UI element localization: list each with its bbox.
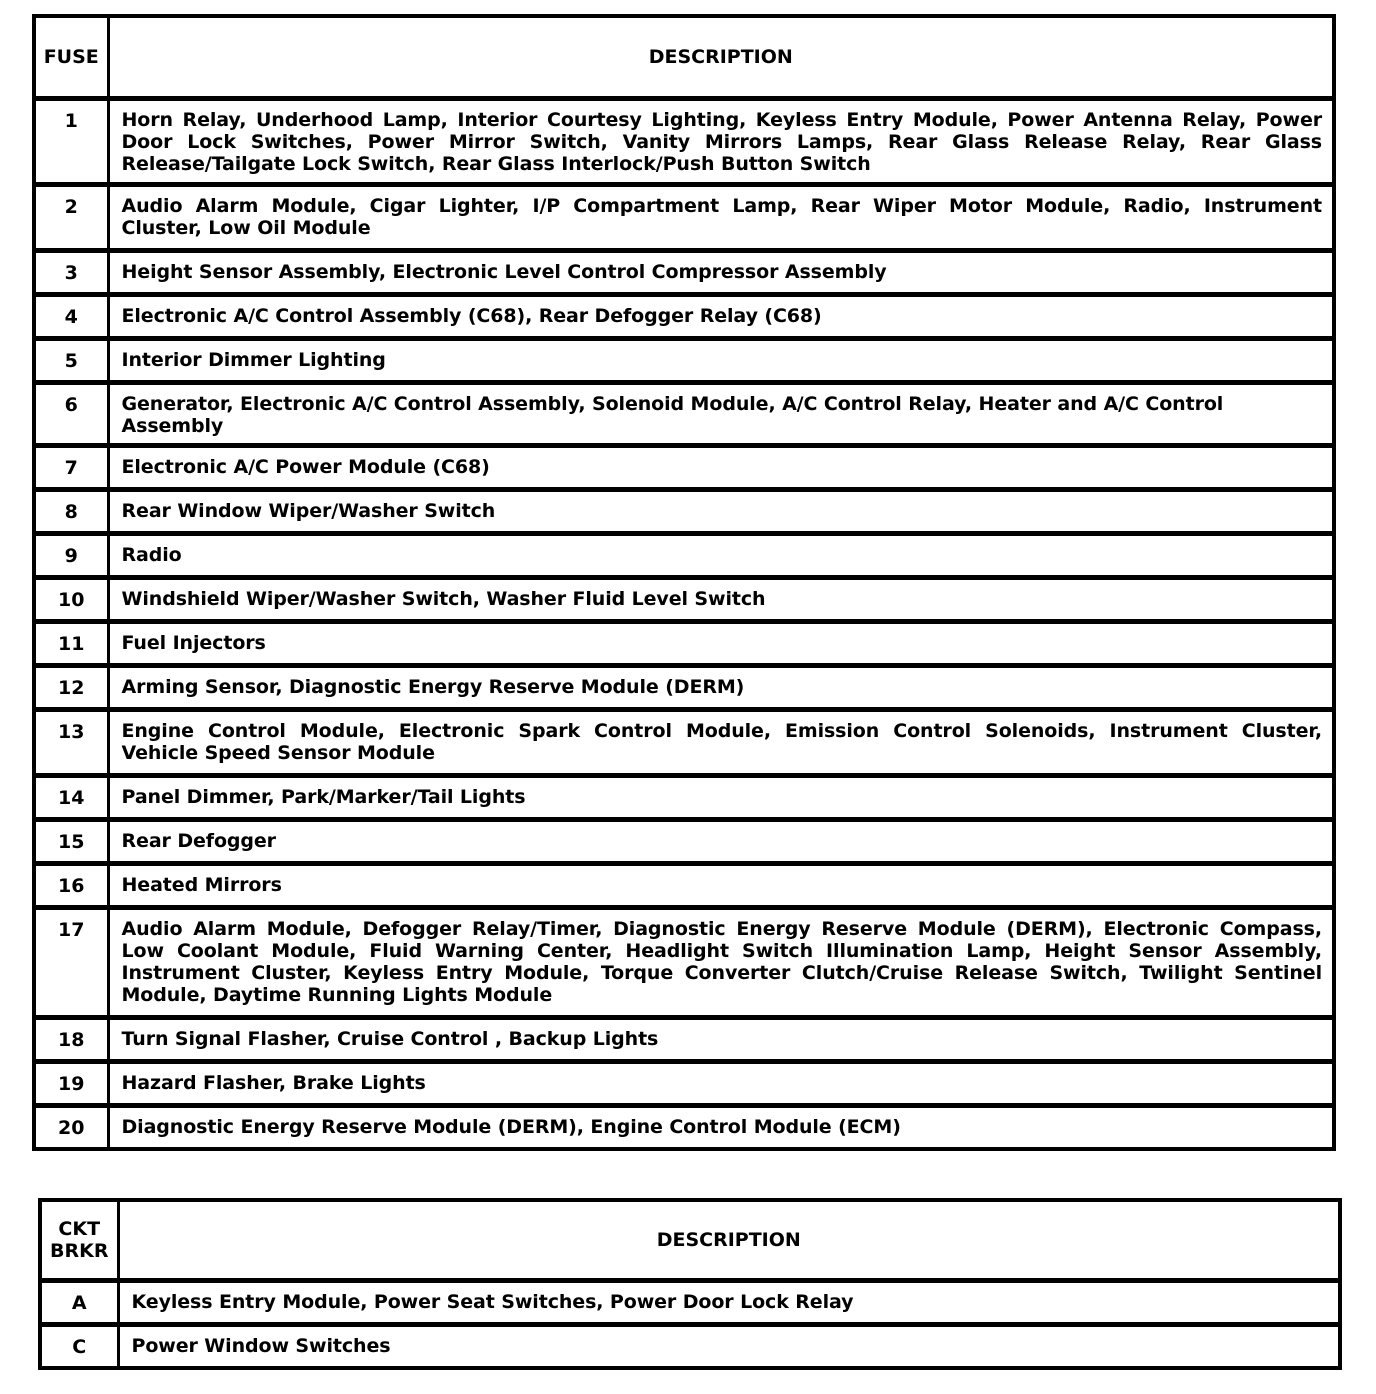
fuse-description: Panel Dimmer, Park/Marker/Tail Lights xyxy=(108,775,1334,819)
table-row xyxy=(34,907,1334,1017)
fuse-number: 18 xyxy=(34,1017,108,1061)
fuse-description: Diagnostic Energy Reserve Module (DERM), Engine Control Module (ECM) xyxy=(108,1105,1334,1149)
description-header: DESCRIPTION xyxy=(108,16,1334,98)
fuse-number: 20 xyxy=(34,1105,108,1149)
table-row xyxy=(34,445,1334,489)
fuse-number: 1 xyxy=(34,98,108,184)
fuse-description: Radio xyxy=(108,533,1334,577)
fuse-table xyxy=(32,14,1336,1151)
table-row xyxy=(34,98,1334,184)
fuse-description: Audio Alarm Module, Defogger Relay/Timer, Diagnostic Energy Reserve Module (DERM), Electronic Compass, Low Coolant Module, Fluid Warning Center, Headlight Switch Illumination Lamp, Height Sensor Assembly, Instrument Cluster, Keyless Entry Module, Torque Converter Clutch/Cruise Release Switch, Twilight Sentinel Module, Daytime Running Lights Module xyxy=(108,907,1334,1017)
fuse-description: Audio Alarm Module, Cigar Lighter, I/P Compartment Lamp, Rear Wiper Motor Module, Radio, Instrument Cluster, Low Oil Module xyxy=(108,184,1334,250)
ckt-brkr-number: A xyxy=(40,1280,118,1324)
fuse-number: 9 xyxy=(34,533,108,577)
fuse-description: Rear Defogger xyxy=(108,819,1334,863)
fuse-number: 15 xyxy=(34,819,108,863)
header-row xyxy=(34,16,1334,98)
fuse-number: 14 xyxy=(34,775,108,819)
fuse-number: 6 xyxy=(34,382,108,445)
fuse-number: 2 xyxy=(34,184,108,250)
ckt-brkr-header xyxy=(40,1200,118,1280)
fuse-description: Fuel Injectors xyxy=(108,621,1334,665)
table-row xyxy=(34,709,1334,775)
fuse-number: 16 xyxy=(34,863,108,907)
fuse-description: Electronic A/C Power Module (C68) xyxy=(108,445,1334,489)
table-row xyxy=(34,338,1334,382)
fuse-number: 13 xyxy=(34,709,108,775)
fuse-description: Turn Signal Flasher, Cruise Control , Backup Lights xyxy=(108,1017,1334,1061)
fuse-description: Generator, Electronic A/C Control Assembly, Solenoid Module, A/C Control Relay, Heater and A/C Control Assembly xyxy=(108,382,1334,445)
table-row xyxy=(34,819,1334,863)
table-row xyxy=(34,382,1334,445)
fuse-description: Horn Relay, Underhood Lamp, Interior Courtesy Lighting, Keyless Entry Module, Power Antenna Relay, Power Door Lock Switches, Power Mirror Switch, Vanity Mirrors Lamps, Rear Glass Release Relay, Rear Glass Release/Tailgate Lock Switch, Rear Glass Interlock/Push Button Switch xyxy=(108,98,1334,184)
fuse-description: Height Sensor Assembly, Electronic Level Control Compressor Assembly xyxy=(108,250,1334,294)
table-row xyxy=(34,621,1334,665)
circuit-breaker-table xyxy=(38,1198,1342,1370)
table-row xyxy=(34,665,1334,709)
header-row xyxy=(40,1200,1340,1280)
table-row xyxy=(34,863,1334,907)
table-row xyxy=(34,533,1334,577)
ckt-brkr-description: Keyless Entry Module, Power Seat Switches, Power Door Lock Relay xyxy=(118,1280,1340,1324)
table-row xyxy=(34,1061,1334,1105)
fuse-description: Rear Window Wiper/Washer Switch xyxy=(108,489,1334,533)
fuse-number: 12 xyxy=(34,665,108,709)
ckt-header-line1: CKT xyxy=(58,1217,101,1240)
table-row xyxy=(34,184,1334,250)
table-row xyxy=(40,1324,1340,1368)
fuse-description: Arming Sensor, Diagnostic Energy Reserve Module (DERM) xyxy=(108,665,1334,709)
fuse-number: 17 xyxy=(34,907,108,1017)
description-header: DESCRIPTION xyxy=(118,1200,1340,1280)
fuse-header: FUSE xyxy=(34,16,108,98)
table-row xyxy=(34,1017,1334,1061)
fuse-description: Electronic A/C Control Assembly (C68), Rear Defogger Relay (C68) xyxy=(108,294,1334,338)
table-row xyxy=(34,489,1334,533)
fuse-description: Hazard Flasher, Brake Lights xyxy=(108,1061,1334,1105)
fuse-description: Windshield Wiper/Washer Switch, Washer Fluid Level Switch xyxy=(108,577,1334,621)
fuse-number: 5 xyxy=(34,338,108,382)
table-row xyxy=(34,775,1334,819)
ckt-header-line2: BRKR xyxy=(50,1239,109,1262)
table-row xyxy=(34,250,1334,294)
ckt-brkr-number: C xyxy=(40,1324,118,1368)
fuse-number: 8 xyxy=(34,489,108,533)
fuse-description: Interior Dimmer Lighting xyxy=(108,338,1334,382)
fuse-number: 7 xyxy=(34,445,108,489)
table-row xyxy=(34,294,1334,338)
table-row xyxy=(34,577,1334,621)
fuse-number: 10 xyxy=(34,577,108,621)
table-row xyxy=(34,1105,1334,1149)
fuse-number: 3 xyxy=(34,250,108,294)
ckt-brkr-description: Power Window Switches xyxy=(118,1324,1340,1368)
fuse-number: 19 xyxy=(34,1061,108,1105)
fuse-number: 4 xyxy=(34,294,108,338)
fuse-description: Engine Control Module, Electronic Spark Control Module, Emission Control Solenoids, Instrument Cluster, Vehicle Speed Sensor Module xyxy=(108,709,1334,775)
fuse-number: 11 xyxy=(34,621,108,665)
table-row xyxy=(40,1280,1340,1324)
fuse-description: Heated Mirrors xyxy=(108,863,1334,907)
